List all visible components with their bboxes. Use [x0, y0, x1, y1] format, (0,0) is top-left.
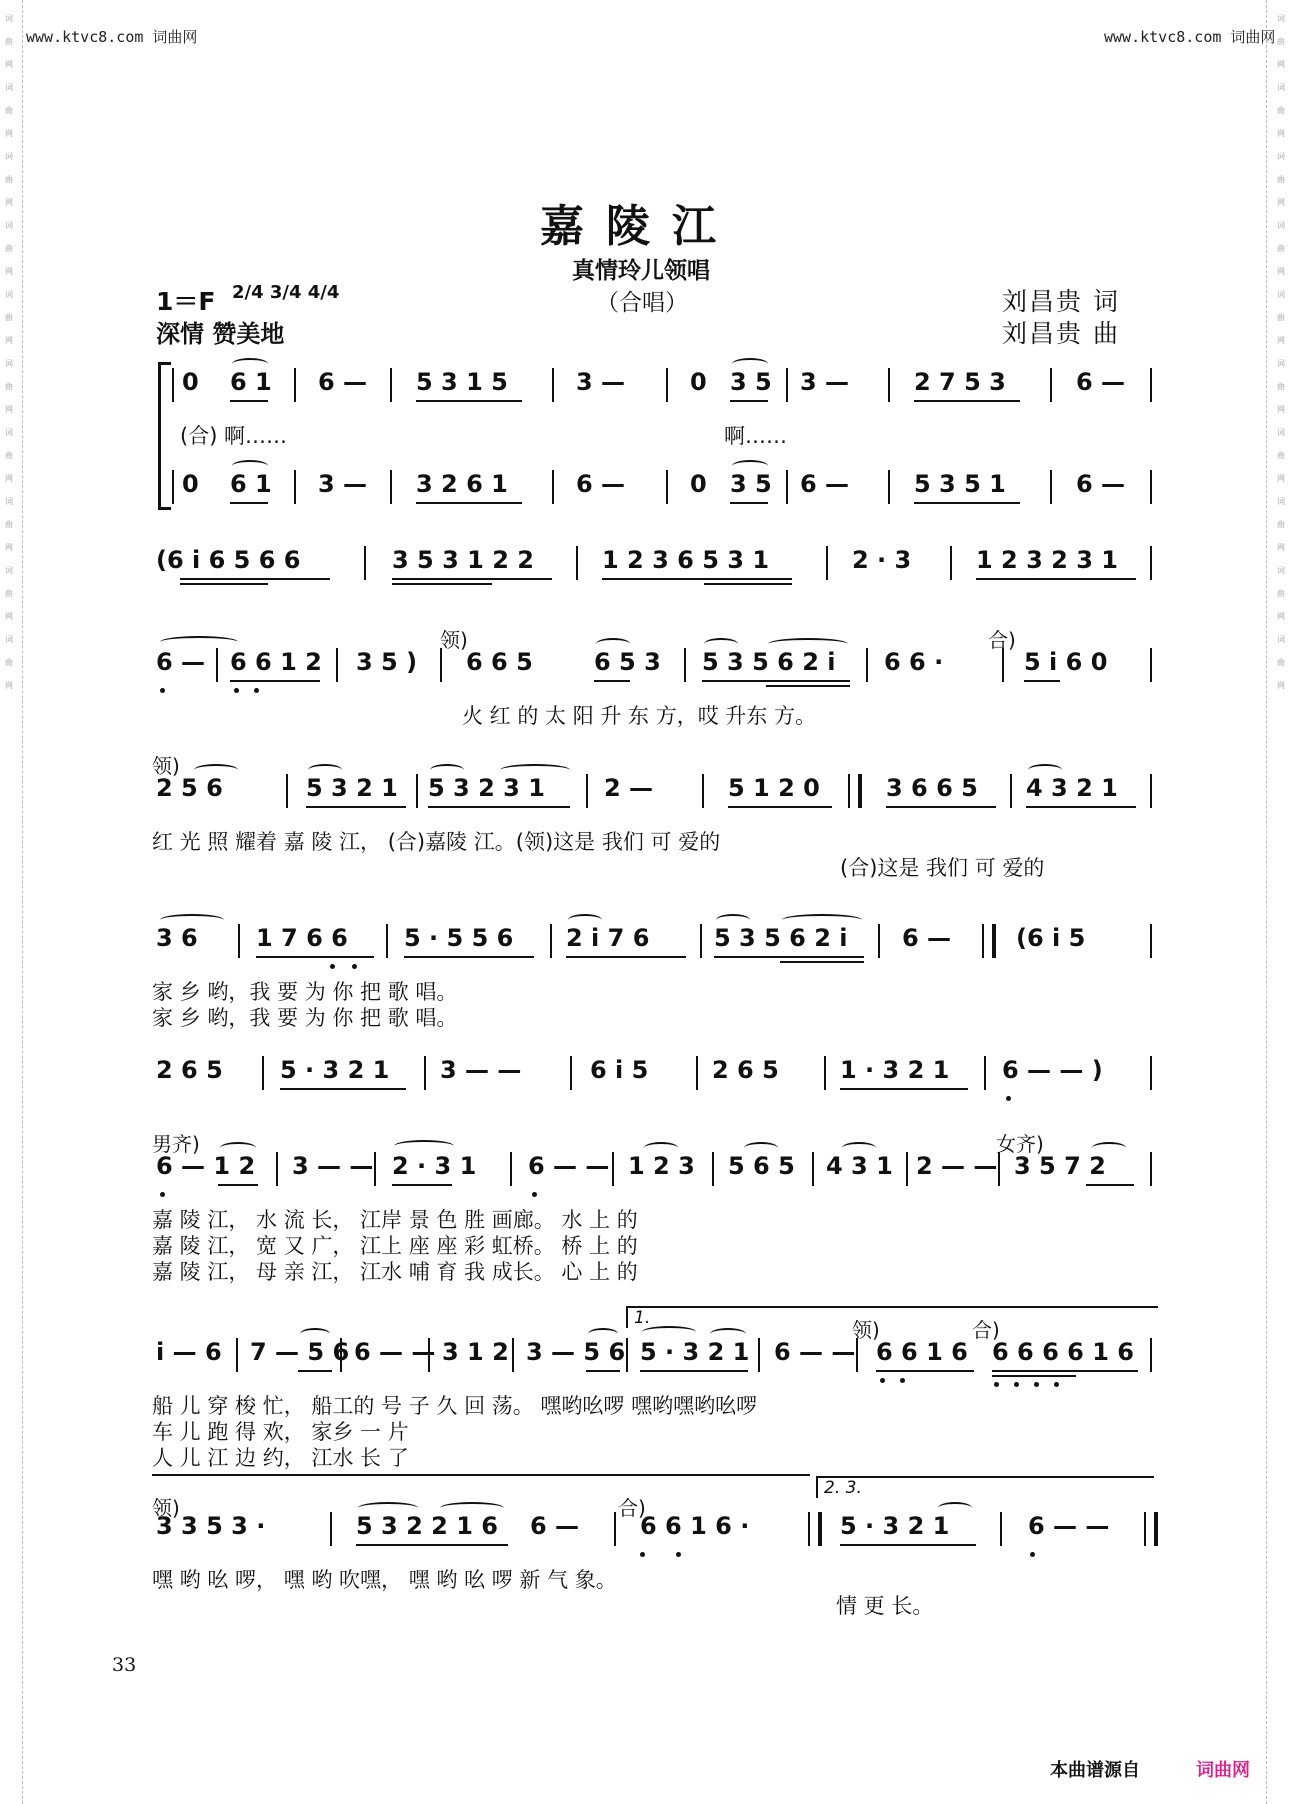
- part-marker: 领): [152, 1496, 180, 1520]
- part-marker: 合): [972, 1318, 1000, 1342]
- note-group: 5 · 5 5 6: [404, 924, 514, 952]
- note-group: 6 6 5: [466, 648, 533, 676]
- note-group: 6 —: [156, 648, 206, 676]
- note-group: 5 · 3 2 1: [640, 1338, 750, 1366]
- note-group: 3 5 3 1 2 2: [392, 546, 534, 574]
- note-group: 4 3 2 1: [1026, 774, 1118, 802]
- lyric-line: 啊……: [724, 424, 787, 448]
- note-group: 6 —: [318, 368, 368, 396]
- note-group: (6 i 6 5 6 6: [156, 546, 301, 574]
- note-group: 0: [182, 368, 199, 396]
- note-group: 5 3 1 5: [416, 368, 508, 396]
- lyric-line: 情 更 长。: [836, 1594, 934, 1618]
- note-group: 3 5: [730, 470, 772, 498]
- part-marker: 合): [988, 628, 1016, 652]
- note-group: 3 5 7 2: [1014, 1152, 1106, 1180]
- note-group: 6 —: [530, 1512, 580, 1540]
- lyric-line: 嘿 哟 吆 啰， 嘿 哟 吹嘿， 嘿 哟 吆 啰 新 气 象。: [152, 1568, 617, 1592]
- note-group: 6 i 5: [590, 1056, 649, 1084]
- volta-bracket-1: 1.: [626, 1306, 1158, 1328]
- note-group: 2 — —: [916, 1152, 998, 1180]
- note-group: 2 i 7 6: [566, 924, 650, 952]
- lyric-line: 嘉 陵 江， 母 亲 江， 江水 哺 育 我 成长。 心 上 的: [152, 1260, 638, 1284]
- part-marker: 合): [618, 1496, 646, 1520]
- site-link-left[interactable]: www.ktvc8.com 词曲网: [26, 28, 198, 46]
- note-group: 5 3 5 1: [914, 470, 1006, 498]
- system-7-staff: [0, 1152, 1290, 1192]
- note-group: 3 —: [576, 368, 626, 396]
- system-8-staff: [0, 1338, 1290, 1378]
- note-group: 5 3 2 1: [306, 774, 398, 802]
- source-site-link[interactable]: 词曲网: [1196, 1760, 1250, 1781]
- note-group: 6 6 ·: [884, 648, 944, 676]
- note-group: 5 1 2 0: [728, 774, 820, 802]
- lyric-line: 人 儿 江 边 约， 江水 长 了: [152, 1446, 409, 1470]
- note-group: 3 1 2: [442, 1338, 509, 1366]
- right-watermark-strip: 词 曲 网 词 曲 网 词 曲 网 词 曲 网 词 曲 网 词 曲 网 词 曲 网 词 曲 网 词 曲 网 词 曲 网: [1277, 14, 1285, 690]
- note-group: 3 —: [800, 368, 850, 396]
- volta-bracket-2-3: 2. 3.: [816, 1476, 1154, 1498]
- system-5-staff: [0, 924, 1290, 964]
- system-6-staff: [0, 1056, 1290, 1096]
- part-marker: 领): [152, 754, 180, 778]
- note-group: 6 1: [230, 470, 272, 498]
- note-group: 1 2 3 6 5 3 1: [602, 546, 770, 574]
- lyric-line: (合)这是 我们 可 爱的: [840, 856, 1045, 880]
- note-group: 0: [690, 368, 707, 396]
- part-marker: 女齐): [996, 1132, 1044, 1156]
- lyric-line: 红 光 照 耀着 嘉 陵 江， (合)嘉陵 江。(领)这是 我们 可 爱的: [152, 830, 721, 854]
- note-group: 6 — — ): [1002, 1056, 1103, 1084]
- note-group: 2 · 3: [852, 546, 912, 574]
- time-signature: 2/4 3/4 4/4: [232, 282, 340, 303]
- note-group: 5 3 2 3 1: [428, 774, 545, 802]
- note-group: 2 5 6: [156, 774, 223, 802]
- note-group: 3 — 5 6: [526, 1338, 626, 1366]
- note-group: 6 — —: [774, 1338, 856, 1366]
- key-signature: 1＝F: [156, 287, 216, 316]
- note-group: 6 1: [230, 368, 272, 396]
- part-marker: 领): [440, 628, 468, 652]
- note-group: 3 — —: [440, 1056, 522, 1084]
- note-group: 1 · 3 2 1: [840, 1056, 950, 1084]
- note-group: 3 2 6 1: [416, 470, 508, 498]
- note-group: 6 — 1 2: [156, 1152, 256, 1180]
- note-group: 3 3 5 3 ·: [156, 1512, 266, 1540]
- system-3-staff: [0, 648, 1290, 688]
- note-group: 5 · 3 2 1: [840, 1512, 950, 1540]
- note-group: 7 — 5 6: [250, 1338, 350, 1366]
- lyric-line: 船 儿 穿 梭 忙， 船工的 号 子 久 回 荡。 嘿哟吆啰 嘿哟嘿哟吆啰: [152, 1394, 758, 1418]
- system-4-staff: [0, 774, 1290, 814]
- note-group: 6 —: [576, 470, 626, 498]
- part-marker: 领): [852, 1318, 880, 1342]
- note-group: 1 2 3: [628, 1152, 695, 1180]
- part-marker: 男齐): [152, 1132, 200, 1156]
- lyric-line: 家 乡 哟，我 要 为 你 把 歌 唱。: [152, 980, 458, 1004]
- note-group: 0: [182, 470, 199, 498]
- tempo-mood: 深情 赞美地: [156, 320, 285, 348]
- lyric-line: 嘉 陵 江， 水 流 长， 江岸 景 色 胜 画廊。 水 上 的: [152, 1208, 638, 1232]
- left-watermark-strip: 词 曲 网 词 曲 网 词 曲 网 词 曲 网 词 曲 网 词 曲 网 词 曲 网 词 曲 网 词 曲 网 词 曲 网: [5, 14, 13, 690]
- note-group: 5 · 3 2 1: [280, 1056, 390, 1084]
- lyricist-credit: 刘昌贵 词: [1002, 287, 1120, 316]
- note-group: 3 6: [156, 924, 198, 952]
- note-group: 5 6 5: [728, 1152, 795, 1180]
- note-group: 3 5: [730, 368, 772, 396]
- note-group: 2 6 5: [156, 1056, 223, 1084]
- song-subtitle: 真情玲儿领唱: [572, 258, 710, 284]
- note-group: (6 i 5: [1016, 924, 1086, 952]
- note-group: 6 —: [1076, 470, 1126, 498]
- lyric-line: 火 红 的 太 阳 升 东 方，哎 升东 方。: [462, 704, 817, 728]
- system-1-lower-staff: [0, 470, 1290, 510]
- system-9-staff: [0, 1512, 1290, 1552]
- song-title: 嘉陵江: [540, 201, 738, 252]
- site-link-right[interactable]: www.ktvc8.com 词曲网: [1104, 28, 1276, 46]
- system-2-interlude: [0, 546, 1290, 586]
- lyric-line: (合) 啊……: [180, 424, 288, 448]
- note-group: 6 6 1 6 ·: [640, 1512, 750, 1540]
- note-group: 6 —: [800, 470, 850, 498]
- system-1-upper-staff: [0, 368, 1290, 408]
- note-group: 5 3 5 6 2 i: [702, 648, 836, 676]
- note-group: 2 —: [604, 774, 654, 802]
- lyric-line: 嘉 陵 江， 宽 又 广， 江上 座 座 彩 虹桥。 桥 上 的: [152, 1234, 638, 1258]
- lyric-line: 家 乡 哟，我 要 为 你 把 歌 唱。: [152, 1006, 458, 1030]
- note-group: 5 3 5 6 2 i: [714, 924, 848, 952]
- note-group: 2 7 5 3: [914, 368, 1006, 396]
- note-group: 4 3 1: [826, 1152, 893, 1180]
- note-group: 6 —: [1076, 368, 1126, 396]
- note-group: 6 6 6 6 1 6: [992, 1338, 1134, 1366]
- note-group: 0: [690, 470, 707, 498]
- note-group: 2 · 3 1: [392, 1152, 477, 1180]
- volta-1-continuation: [152, 1474, 810, 1476]
- note-group: 1 7 6 6: [256, 924, 348, 952]
- note-group: 1 2 3 2 3 1: [976, 546, 1118, 574]
- note-group: i — 6: [156, 1338, 222, 1366]
- source-label: 本曲谱源自: [1050, 1760, 1140, 1781]
- note-group: 5 3 2 2 1 6: [356, 1512, 498, 1540]
- composer-credit: 刘昌贵 曲: [1002, 319, 1120, 348]
- note-group: 2 6 5: [712, 1056, 779, 1084]
- song-form: （合唱）: [596, 290, 688, 316]
- note-group: 6 — —: [528, 1152, 610, 1180]
- lyric-line: 车 儿 跑 得 欢， 家乡 一 片: [152, 1420, 409, 1444]
- note-group: 5 i 6 0: [1024, 648, 1108, 676]
- note-group: 6 — —: [354, 1338, 436, 1366]
- note-group: 6 6 1 2: [230, 648, 322, 676]
- note-group: 6 6 1 6: [876, 1338, 968, 1366]
- note-group: 3 5 ): [356, 648, 418, 676]
- note-group: 3 6 6 5: [886, 774, 978, 802]
- note-group: 6 — —: [1028, 1512, 1110, 1540]
- note-group: 6 5 3: [594, 648, 661, 676]
- note-group: 3 —: [318, 470, 368, 498]
- note-group: 3 — —: [292, 1152, 374, 1180]
- note-group: 6 —: [902, 924, 952, 952]
- page-number: 33: [112, 1654, 137, 1676]
